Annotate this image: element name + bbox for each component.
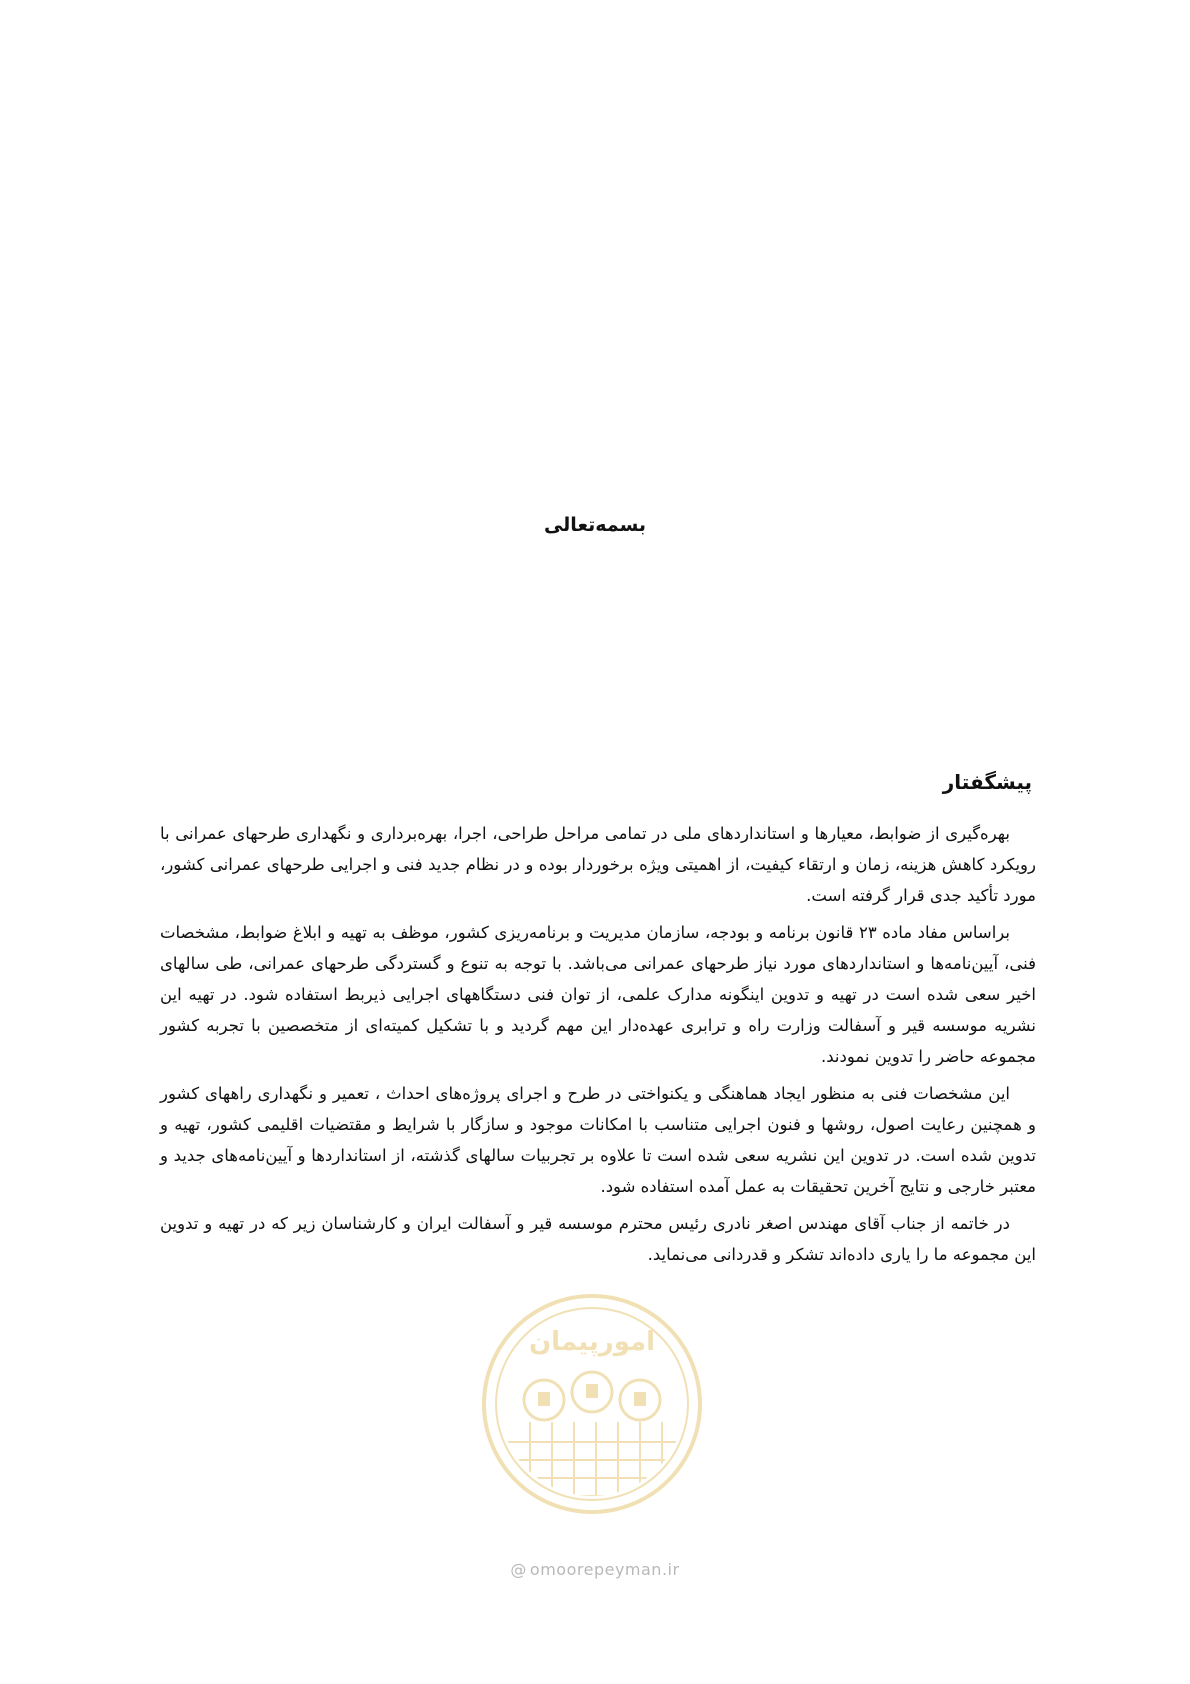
paragraph-1: بهره‌گیری از ضوابط، معیارها و استانداردهای ملی در تمامی مراحل طراحی، اجرا، بهره‌برداری و نگهداری طرحهای عمرانی با رویکرد کاهش هزینه، زمان و ارتقاء کیفیت، از اهمیتی ویژه برخوردار بوده و در نظام جدید فنی و اجرایی طرحهای عمرانی کشور، مورد تأکید جدی قرار گرفته است. [160, 824, 1036, 905]
preface-title: پیشگفتار [942, 770, 1032, 794]
paragraph-3: این مشخصات فنی به منظور ایجاد هماهنگی و یکنواختی در طرح و اجرای پروژه‌های احداث ، تعمیر و نگهداری راههای کشور و همچنین رعایت اصول، روشها و فنون اجرایی متناسب با امکانات موجود و سازگار با شرایط و مقتضیات اقلیمی کشور، تهیه و تدوین شده است. در تدوین این نشریه سعی شده است تا علاوه بر تجربیات سالهای گذشته، از استانداردها و آیین‌نامه‌های جدید و معتبر خارجی و نتایج آخرین تحقیقات به عمل آمده استفاده شود. [160, 1084, 1036, 1196]
watermark-site [0, 1560, 1190, 1579]
preface-body [160, 818, 1036, 1276]
watermark-emblem-icon [480, 1292, 704, 1516]
at-icon: @ [510, 1560, 527, 1579]
paragraph-4: در خاتمه از جناب آقای مهندس اصغر نادری رئیس محترم موسسه قیر و آسفالت ایران و کارشناسان زیر که در تهیه و تدوین این مجموعه ما را یاری داده‌اند تشکر و قدردانی می‌نماید. [160, 1214, 1036, 1264]
paragraph-2: براساس مفاد ماده ۲۳ قانون برنامه و بودجه، سازمان مدیریت و برنامه‌ریزی کشور، موظف به تهیه و ابلاغ ضوابط، مشخصات فنی، آیین‌نامه‌ها و استانداردهای مورد نیاز طرحهای عمرانی می‌باشد. با توجه به تنوع و گستردگی طرحهای عمرانی، طی سالهای اخیر سعی شده است در تهیه و تدوین اینگونه مدارک علمی، از توان فنی دستگاههای اجرایی ذیربط استفاده شود. در تهیه این نشریه موسسه قیر و آسفالت وزارت راه و ترابری عهده‌دار این مهم گردید و با تشکیل کمیته‌ای از متخصصین با تجربه کشور مجموعه حاضر را تدوین نمودند. [160, 923, 1036, 1066]
watermark-site-text: omoorepeyman.ir [529, 1560, 680, 1579]
watermark-emblem-text: امورپیمان [528, 1327, 656, 1357]
invocation-heading: بسمه‌تعالی [543, 514, 647, 536]
